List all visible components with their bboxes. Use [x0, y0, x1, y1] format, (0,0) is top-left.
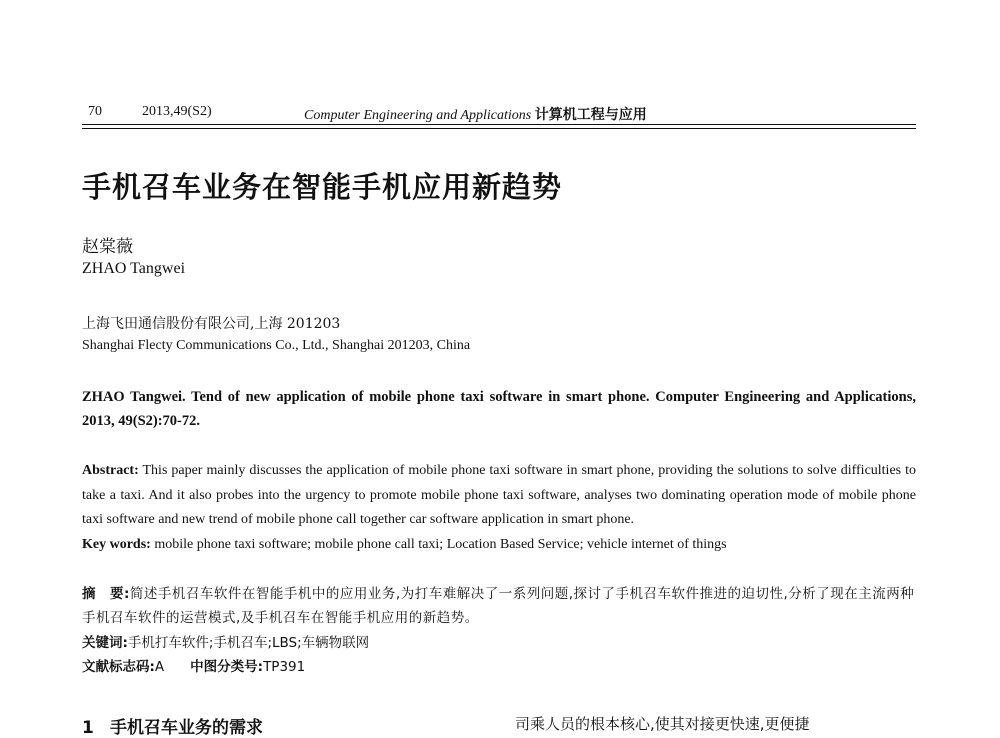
- doc-code-value: A: [154, 659, 165, 675]
- abstract-text: This paper mainly discusses the application of mobile phone taxi software in smart phone, providing the solutions to solve difficulties to take a taxi. And it also probes into the urgency to promote mobile phone taxi software, analyses two dominating operation mode of mobile phone taxi software and new trend of mobile phone call together car software application in smart phone.: [82, 463, 916, 527]
- paper-title: 手机召车业务在智能手机应用新趋势: [82, 170, 563, 204]
- keywords-cn-text: 手机打车软件;手机召车;LBS;车辆物联网: [127, 635, 370, 651]
- keywords-text: mobile phone taxi software; mobile phone call taxi; Location Based Service; vehicle internet of things: [150, 536, 727, 552]
- section-number: 1: [82, 718, 94, 738]
- citation: ZHAO Tangwei. Tend of new application of mobile phone taxi software in smart phone. Computer Engineering and Applications, 2013, 49(S2):70-72.: [82, 389, 916, 429]
- section-heading: [82, 713, 263, 738]
- abstract-cn-text: 简述手机召车软件在智能手机中的应用业务,为打车难解决了一系列问题,探讨了手机召车软件推进的迫切性,分析了现在主流两种手机召车软件的运营模式,及手机召车在智能手机应用的新趋势。: [82, 586, 915, 626]
- affiliation-cn: 上海飞田通信股份有限公司,上海 201203: [82, 316, 341, 332]
- doc-code-label: 文献标志码:: [82, 659, 155, 675]
- class-code-value: TP391: [263, 659, 306, 675]
- section-title: 手机召车业务的需求: [110, 718, 263, 738]
- classification-codes: [82, 655, 305, 675]
- abstract-en: [82, 459, 916, 557]
- running-header: [82, 100, 916, 122]
- journal-name-cn: 计算机工程与应用: [534, 107, 647, 123]
- body-text-right-column: 司乘人员的根本核心,使其对接更快速,更便捷: [515, 715, 810, 733]
- author-name-cn: 赵棠薇: [82, 237, 133, 257]
- author-name-en: ZHAO Tangwei: [82, 260, 186, 277]
- journal-name-en: Computer Engineering and Applications: [304, 108, 532, 123]
- volume-issue: 2013,49(S2): [142, 104, 212, 119]
- header-rule-thick: [82, 128, 916, 129]
- keywords-label: Key words:: [82, 536, 151, 552]
- header-rule-thin: [82, 124, 916, 125]
- keywords-cn-label: 关键词:: [82, 635, 128, 651]
- keywords-cn: [82, 631, 369, 651]
- journal-name: [304, 104, 647, 124]
- abstract-cn: [82, 582, 916, 630]
- class-code-label: 中图分类号:: [190, 659, 264, 675]
- abstract-cn-label: 摘 要:: [82, 586, 130, 602]
- page-number: 70: [88, 104, 102, 119]
- affiliation-en: Shanghai Flecty Communications Co., Ltd., Shanghai 201203, China: [82, 338, 471, 353]
- abstract-label: Abstract:: [82, 463, 139, 478]
